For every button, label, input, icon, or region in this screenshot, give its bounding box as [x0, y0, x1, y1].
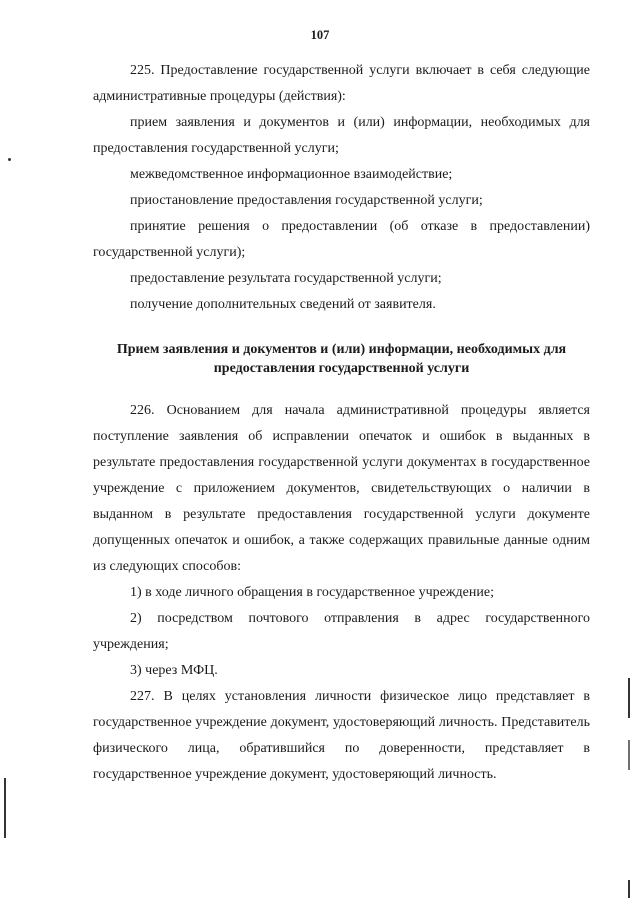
scan-line-bottom-right [628, 880, 630, 898]
paragraph-226: 226. Основанием для начала административной процедуры является поступление заявления об исправлении опечаток и ошибок в выданных в результате предоставления государственной услуги документах в государственное учреждение с приложением документов, свидетельствующих о наличии в выданном в результате предоставления государственной услуги документе допущенных опечаток и ошибок, а также содержащих правильные данные одним из следующих способов: [93, 403, 590, 574]
scan-line-right-1 [628, 678, 630, 718]
document-body [93, 58, 590, 788]
list-item-interaction: межведомственное информационное взаимодействие; [130, 167, 453, 182]
list-item-reception: прием заявления и документов и (или) информации, необходимых для предоставления государственной услуги; [93, 115, 590, 156]
paragraph-225: 225. Предоставление государственной услуги включает в себя следующие административные процедуры (действия): [93, 63, 590, 104]
method-item-1: 1) в ходе личного обращения в государственное учреждение; [130, 585, 494, 600]
method-item-3: 3) через МФЦ. [130, 663, 218, 678]
scan-dot-left [8, 158, 11, 161]
list-item-additional-info: получение дополнительных сведений от заявителя. [130, 297, 436, 312]
scan-line-right-2 [628, 740, 630, 770]
list-item-result: предоставление результата государственной услуги; [130, 271, 442, 286]
list-item-decision: принятие решения о предоставлении (об отказе в предоставлении) государственной услуги); [93, 219, 590, 260]
page-number: 107 [310, 28, 330, 42]
list-item-suspension: приостановление предоставления государственной услуги; [130, 193, 483, 208]
scan-line-left [4, 778, 6, 838]
section-heading: Прием заявления и документов и (или) информации, необходимых для предоставления государственной услуги [116, 342, 567, 376]
method-item-2: 2) посредством почтового отправления в адрес государственного учреждения; [93, 611, 590, 652]
paragraph-227: 227. В целях установления личности физическое лицо представляет в государственное учреждение документ, удостоверяющий личность. Представитель физического лица, обратившийся по доверенности, представляет в государственное учреждение документ, удостоверяющий личность. [93, 689, 590, 782]
